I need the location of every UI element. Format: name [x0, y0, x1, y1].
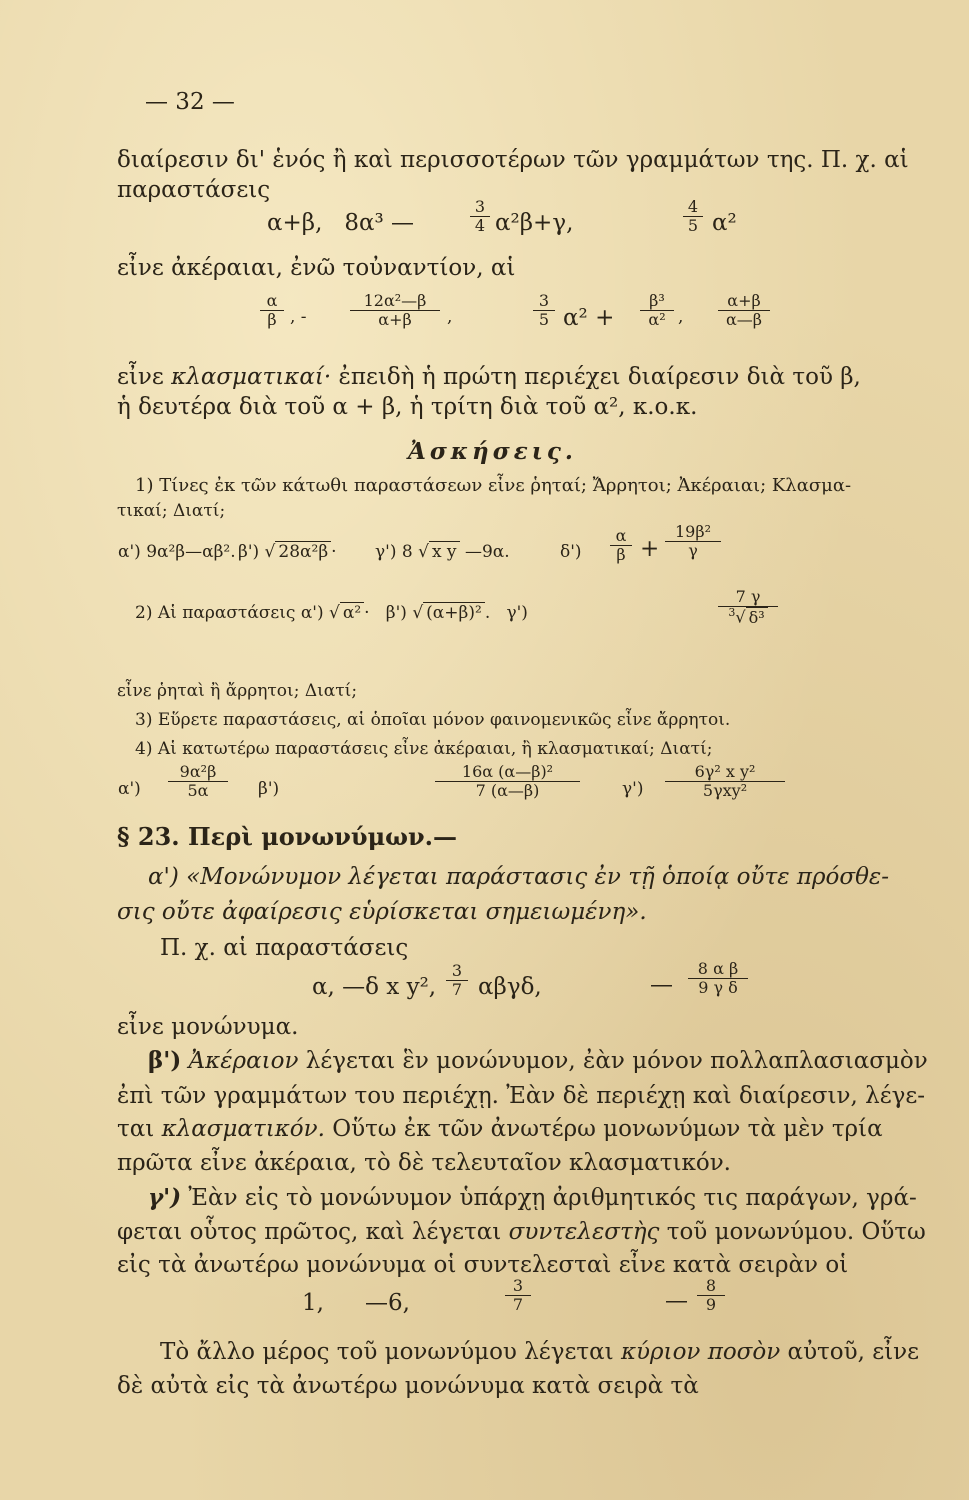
fraction-3-4: $\frac{3}{4}$ — [470, 198, 490, 236]
definition-c-line-2: φεται οὗτος πρῶτος, καὶ λέγεται συντελεστὴς τοῦ μονωνύμου. Οὕτω — [117, 1219, 926, 1245]
fraction-3-5: $\frac{3}{5}$ — [533, 292, 555, 330]
separator: , — [678, 307, 684, 327]
q1-item-a: α') 9α²β—αβ². — [118, 542, 236, 562]
plus-sign: + — [640, 536, 660, 562]
definition-b-line-3: ται κλασματικόν. Οὕτω ἐκ τῶν ἀνωτέρω μονωνύμων τὰ μὲν τρία — [117, 1116, 883, 1142]
monomial-examples: α, —δ x y², — [312, 974, 437, 1000]
question-1-cont: τικαί; Διατί; — [117, 501, 226, 521]
fraction-3-7-coef: $\frac{3}{7}$ — [505, 1277, 531, 1315]
fraction-apb-amb: $\frac{\alpha+\beta}{\alpha—\beta}$ — [718, 292, 770, 330]
monomial-abgd: αβγδ, — [478, 974, 542, 1000]
minus-sign-coef: — — [665, 1288, 688, 1314]
coefficient-1: 1, — [302, 1290, 324, 1316]
intro-line-5: ἡ δευτέρα διὰ τοῦ α + β, ἡ τρίτη διὰ τοῦ α², κ.ο.κ. — [117, 394, 698, 420]
intro-line-1: διαίρεσιν δι' ἑνός ἢ καὶ περισσοτέρων τῶν γραμμάτων της. Π. χ. αἱ — [117, 147, 909, 173]
definition-b-line-4: πρῶτα εἶνε ἀκέραια, τὸ δὲ τελευταῖον κλασματικόν. — [117, 1150, 731, 1176]
q4-item-c-label: γ') — [622, 779, 644, 799]
intro-line-3: εἶνε ἀκέραιαι, ἐνῶ τοὐναντίον, αἱ — [117, 255, 516, 281]
definition-d-line-1: Τὸ ἄλλο μέρος τοῦ μονωνύμου λέγεται κύριον ποσὸν αὐτοῦ, εἶνε — [160, 1339, 920, 1365]
separator: , — [447, 307, 453, 327]
definition-c-line-3: εἰς τὰ ἀνωτέρω μονώνυμα οἱ συντελεσταὶ εἶνε κατὰ σειρὰν οἱ — [117, 1252, 849, 1278]
question-2-tail: εἶνε ῥηταὶ ἢ ἄρρητοι; Διατί; — [117, 681, 358, 701]
monomials-line: εἶνε μονώνυμα. — [117, 1014, 299, 1040]
intro-line-4: εἶνε κλασματικαί· ἐπειδὴ ἡ πρώτη περιέχει διαίρεσιν διὰ τοῦ β, — [117, 364, 861, 390]
question-1: 1) Τίνες ἐκ τῶν κάτωθι παραστάσεων εἶνε ῥηταί; Ἄρρητοι; Ἀκέραιαι; Κλασμα- — [135, 475, 852, 496]
fraction-6g2xy2: 6γ² x y² 5γxy² — [665, 763, 785, 801]
fraction-19b2-g: $\frac{\text{19β²}}{\gamma}$ — [665, 523, 721, 561]
example-intro: Π. χ. αἱ παραστάσεις — [160, 935, 409, 961]
expr-a2-plus: α² + — [563, 305, 615, 331]
minus-sign: — — [650, 972, 673, 998]
fraction-8-9: $\frac{8}{9}$ — [697, 1277, 725, 1315]
q4-item-a-label: α') — [118, 779, 141, 799]
definition-b-line-1: β') Ἀκέραιον λέγεται ἓν μονώνυμον, ἐὰν μόνον πολλαπλασιασμὸν — [148, 1047, 928, 1074]
fraction-4-5: $\frac{4}{5}$ — [683, 198, 703, 236]
fraction-12a2-b: $\frac{\text{12α²—β}}{\alpha+\beta}$ — [350, 292, 440, 330]
exercises-title: Ἀσκήσεις. — [408, 438, 577, 465]
expr-a2bg: α²β+γ, — [495, 210, 574, 236]
expr-a-plus-b: α+β, — [267, 210, 323, 236]
fraction-b3-a2: $\frac{\text{β³}}{\text{α²}}$ — [640, 292, 674, 330]
q4-item-b-label: β') — [258, 779, 280, 799]
fraction-9a2b-5a: $\frac{\text{9α²β}}{5\alpha}$ — [168, 763, 228, 801]
fraction-7g-cuberoot-d3: $\frac{7 \gamma}{^3√ \delta^3}$ — [718, 588, 778, 627]
q1-item-b: β') √ 28α²β · — [238, 542, 337, 562]
fraction-a-b: $\frac{\alpha}{\beta}$ — [260, 292, 284, 330]
expr-a2: α² — [712, 210, 737, 236]
definition-d-line-2: δὲ αὐτὰ εἰς τὰ ἀνωτέρω μονώνυμα κατὰ σειρὰ τὰ — [117, 1373, 699, 1399]
coefficient-2: —6, — [365, 1290, 410, 1316]
definition-a-line-1: α') «Μονώνυμον λέγεται παράστασις ἐν τῇ ὁποίᾳ οὔτε πρόσθε- — [148, 864, 890, 890]
question-3: 3) Εὕρετε παραστάσεις, αἱ ὁποῖαι μόνον φαινομενικῶς εἶνε ἄρρητοι. — [135, 710, 731, 730]
page-number: — 32 — — [145, 89, 235, 115]
question-4: 4) Αἱ κατωτέρω παραστάσεις εἶνε ἀκέραιαι, ἢ κλασματικαί; Διατί; — [135, 739, 713, 759]
expr-8a3: 8α³ — — [344, 210, 415, 236]
question-2: 2) Αἱ παραστάσεις α') √ α² · β') √ (α+β)² . γ') — [135, 603, 528, 623]
q1-item-c: γ') 8 √ x y —9α. — [375, 542, 510, 562]
intro-line-2: παραστάσεις — [117, 177, 271, 203]
fraction-a-b-small: $\frac{\alpha}{\beta}$ — [610, 527, 632, 565]
definition-c-line-1: γ') Ἐὰν εἰς τὸ μονώνυμον ὑπάρχῃ ἀριθμητικός τις παράγων, γρά- — [148, 1184, 917, 1211]
section-heading: § 23. Περὶ μονωνύμων.— — [117, 822, 458, 851]
fraction-3-7: $\frac{3}{7}$ — [446, 962, 468, 1000]
q1-item-d-label: δ') — [560, 542, 582, 562]
separator: , - — [290, 307, 307, 327]
fraction-16a: $\frac{\text{16α (α—β)²}}{7 (\alpha—\beta)}$ — [435, 763, 580, 801]
example-1 — [267, 208, 414, 238]
fraction-8ab-9gd: $\frac{\text{8 α β}}{\text{9 γ δ}}$ — [688, 960, 748, 998]
definition-a-line-2: σις οὔτε ἀφαίρεσις εὑρίσκεται σημειωμένη». — [117, 899, 647, 925]
definition-b-line-2: ἐπὶ τῶν γραμμάτων του περιέχῃ. Ἐὰν δὲ περιέχῃ καὶ διαίρεσιν, λέγε- — [117, 1083, 926, 1109]
